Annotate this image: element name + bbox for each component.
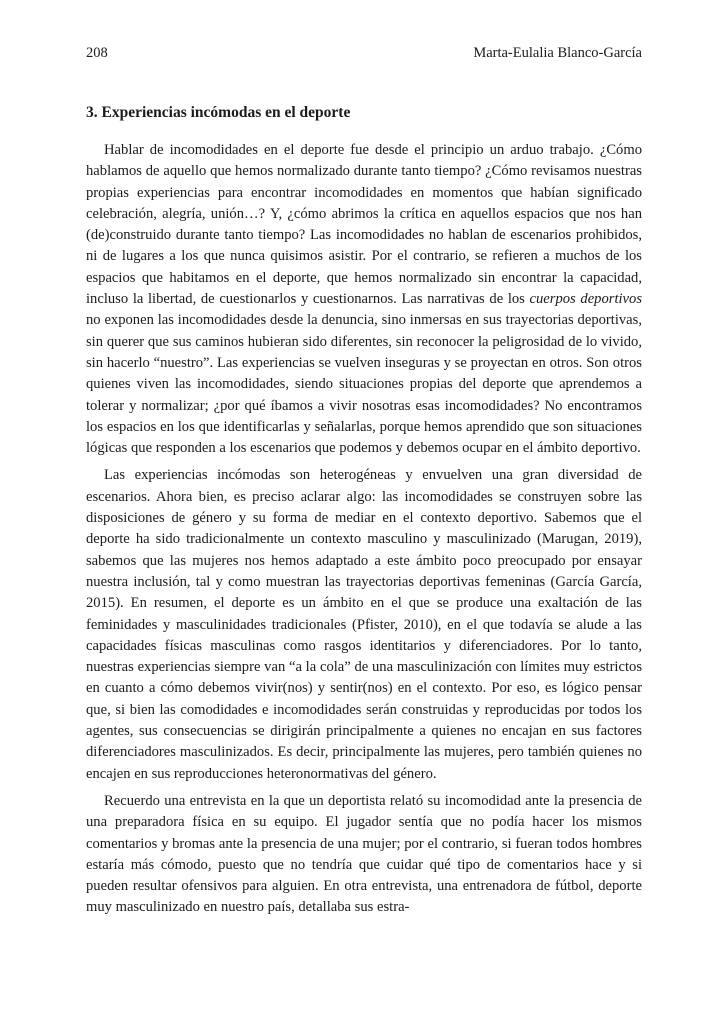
paragraph-text: Hablar de incomodidades en el deporte fue desde el principio un arduo trabajo. ¿Cómo hablamos de aquello que hemos normalizado durante tanto tiempo? ¿Cómo revisamos nuestras propias experiencias para encontrar incomodidades en momentos que habían significado celebración, alegría, unión…? Y, ¿cómo abrimos la crítica en aquellos espacios que nos han (de)construido durante tanto tiempo? Las incomodidades no hablan de escenarios prohibidos, ni de lugares a los que nunca quisimos asistir. Por el contrario, se refieren a muchos de los espacios que habitamos en el deporte, que hemos normalizado sin encontrar la capacidad, incluso la libertad, de cuestionarlos y cuestionarnos. Las narrativas de los (86, 142, 642, 308)
paragraph (86, 140, 642, 459)
section-heading: 3. Experiencias incómodas en el deporte (86, 104, 351, 121)
paragraph-text: no exponen las incomodidades desde la denuncia, sino inmersas en sus trayectorias deportivas, sin querer que sus caminos hubieran sido diferentes, sin reconocer la peligrosidad de lo vivido, sin hacerlo “nuestro”. Las experiencias se vuelven inseguras y se proyectan en otros. Son otros quienes viven las incomodidades, siendo situaciones propias del deporte que aprendemos a tolerar y normalizar; ¿por qué íbamos a vivir nosotras esas incomodidades? No encontramos los espacios en los que identificarlas y señalarlas, porque hemos aprendido que son situaciones lógicas que responden a los escenarios que podemos y debemos ocupar en el ámbito deportivo. (86, 312, 642, 457)
italic-phrase: cuerpos deportivos (529, 291, 643, 308)
page-number: 208 (86, 45, 108, 61)
running-header (86, 44, 642, 62)
paragraph: Recuerdo una entrevista en la que un deportista relató su incomodidad ante la presencia de una preparadora física en su equipo. El jugador sentía que no podía hacer los mismos comentarios y bromas ante la presencia de una mujer; por el contrario, si fueran todos hombres estaría más cómodo, puesto que no tendría que cuidar qué tipo de comentarios hace y si pueden resultar ofensivos para alguien. En otra entrevista, una entrenadora de fútbol, deporte muy masculinizado en nuestro país, detallaba sus estra- (86, 792, 642, 916)
paragraph: Las experiencias incómodas son heterogéneas y envuelven una gran diversidad de escenarios. Ahora bien, es preciso aclarar algo: las incomodidades se construyen sobre las disposiciones de género y su forma de mediar en el contexto deportivo. Sabemos que el deporte ha sido tradicionalmente un contexto masculino y masculinizado (Marugan, 2019), sabemos que las mujeres nos hemos adaptado a este ámbito poco preocupado por ensayar nuestra inclusión, tal y como muestran las trayectorias deportivas femeninas (García García, 2015). En resumen, el deporte es un ámbito en el que se produce una exaltación de las feminidades y masculinidades tradicionales (Pfister, 2010), en el que todavía se alude a las capacidades físicas masculinas como rasgos identitarios y diferenciadores. Por lo tanto, nuestras experiencias siempre van “a la cola” de una masculinización con límites muy estrictos en cuanto a cómo debemos vivir(nos) y sentir(nos) en el contexto. Por eso, es lógico pensar que, si bien las comodidades e incomodidades serán construidas y reproducidas por todos los agentes, sus consecuencias se dirigirán principalmente a quienes no encajan en sus factores diferenciadores masculinizados. Es decir, principalmente las mujeres, pero también quienes no encajen en sus reproducciones heteronormativas del género. (86, 467, 642, 782)
author-name: Marta-Eulalia Blanco-García (473, 45, 642, 61)
